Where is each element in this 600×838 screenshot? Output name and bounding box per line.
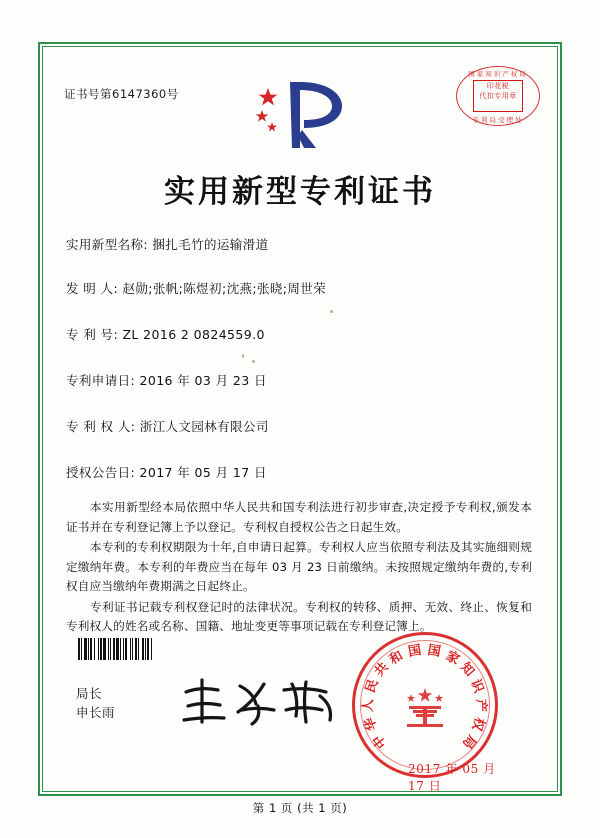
certificate-content — [56, 58, 544, 815]
tax-stamp-seal — [456, 66, 540, 126]
field-label: 实用新型名称: — [66, 237, 149, 252]
field-grant-announcement-date — [66, 464, 536, 482]
seal-line-2: 代扣专用章 — [479, 92, 517, 100]
field-value: 浙江人文园林有限公司 — [139, 419, 269, 434]
seal-ring-char: 识 — [467, 677, 487, 696]
field-value: 赵勋;张帆;陈煜初;沈燕;张晓;周世荣 — [122, 281, 327, 296]
body-paragraphs — [66, 498, 532, 638]
field-label: 专 利 号: — [66, 327, 119, 342]
paragraph-3: 专利证书记载专利权登记时的法律状况。专利权的转移、质押、无效、终止、恢复和专利权人的姓名或名称、国籍、地址变更等事项记载在专利登记簿上。 — [66, 599, 532, 633]
page-footer: 第 1 页 (共 1 页) — [252, 801, 348, 815]
seal-arc-top: 国家知识产权局 — [468, 70, 528, 78]
seal-ring-char: 中 — [370, 731, 391, 751]
seal-arc-bottom: 专利局受理处 — [472, 116, 524, 124]
field-patentee — [66, 418, 536, 436]
director-block — [76, 684, 115, 722]
ink-smudge — [242, 354, 244, 358]
seal-ring-char: 知 — [456, 660, 477, 680]
field-label: 授权公告日: — [66, 465, 136, 480]
seal-ring-char: 华 — [362, 715, 381, 733]
ink-smudge — [252, 360, 255, 363]
paragraph-1: 本实用新型经本局依照中华人民共和国专利法进行初步审查,决定授予专利权,颁发本证书并在专利登记簿上予以登记。专利权自授权公告之日起生效。 — [66, 500, 532, 534]
director-title-label: 局长 — [76, 686, 103, 701]
national-emblem-icon — [399, 686, 451, 730]
seal-line-1: 印花税 — [486, 82, 510, 90]
seal-ring-char: 家 — [442, 648, 462, 668]
field-value: ZL 2016 2 0824559.0 — [122, 327, 265, 342]
certificate-number: 证书号第6147360号 — [64, 87, 179, 101]
seal-ring-char: 局 — [458, 731, 479, 751]
seal-ring-char: 民 — [362, 677, 382, 696]
ink-smudge — [330, 310, 333, 313]
field-utility-model-name — [66, 236, 536, 254]
seal-ring-char: 产 — [472, 698, 489, 712]
field-patent-number — [66, 326, 536, 344]
field-value: 捆扎毛竹的运输滑道 — [152, 237, 269, 252]
field-value: 2017 年 05 月 17 日 — [139, 465, 267, 480]
patent-office-logo-icon — [242, 76, 358, 152]
paragraph-2: 本专利的专利权期限为十年,自申请日起算。专利权人应当依照专利法及其实施细则规定缴纳年费。本专利的年费应当在每年 03 月 23 日前缴纳。未按照规定缴纳年费的,专利权自应当缴纳年费期满之日起终止。 — [66, 540, 532, 593]
seal-ring-char: 权 — [468, 715, 487, 733]
director-signature — [180, 676, 360, 728]
barcode-icon — [78, 638, 200, 660]
field-label: 发 明 人: — [66, 281, 119, 296]
seal-ring-char: 共 — [372, 660, 393, 680]
director-name: 申长雨 — [76, 705, 116, 720]
page-title: 实用新型专利证书 — [164, 174, 436, 210]
seal-date: 2017 年 05 月 17 日 — [408, 762, 496, 793]
field-value: 2016 年 03 月 23 日 — [139, 373, 267, 388]
field-application-date — [66, 372, 536, 390]
seal-ring-char: 国 — [407, 642, 423, 660]
field-label: 专利申请日: — [66, 373, 136, 388]
field-inventors — [66, 280, 536, 298]
seal-ring-char: 国 — [426, 642, 442, 660]
seal-ring-char: 人 — [360, 698, 377, 712]
field-label: 专 利 权 人: — [66, 419, 136, 434]
national-ip-office-seal — [352, 632, 498, 793]
seal-ring-char: 和 — [387, 648, 407, 668]
